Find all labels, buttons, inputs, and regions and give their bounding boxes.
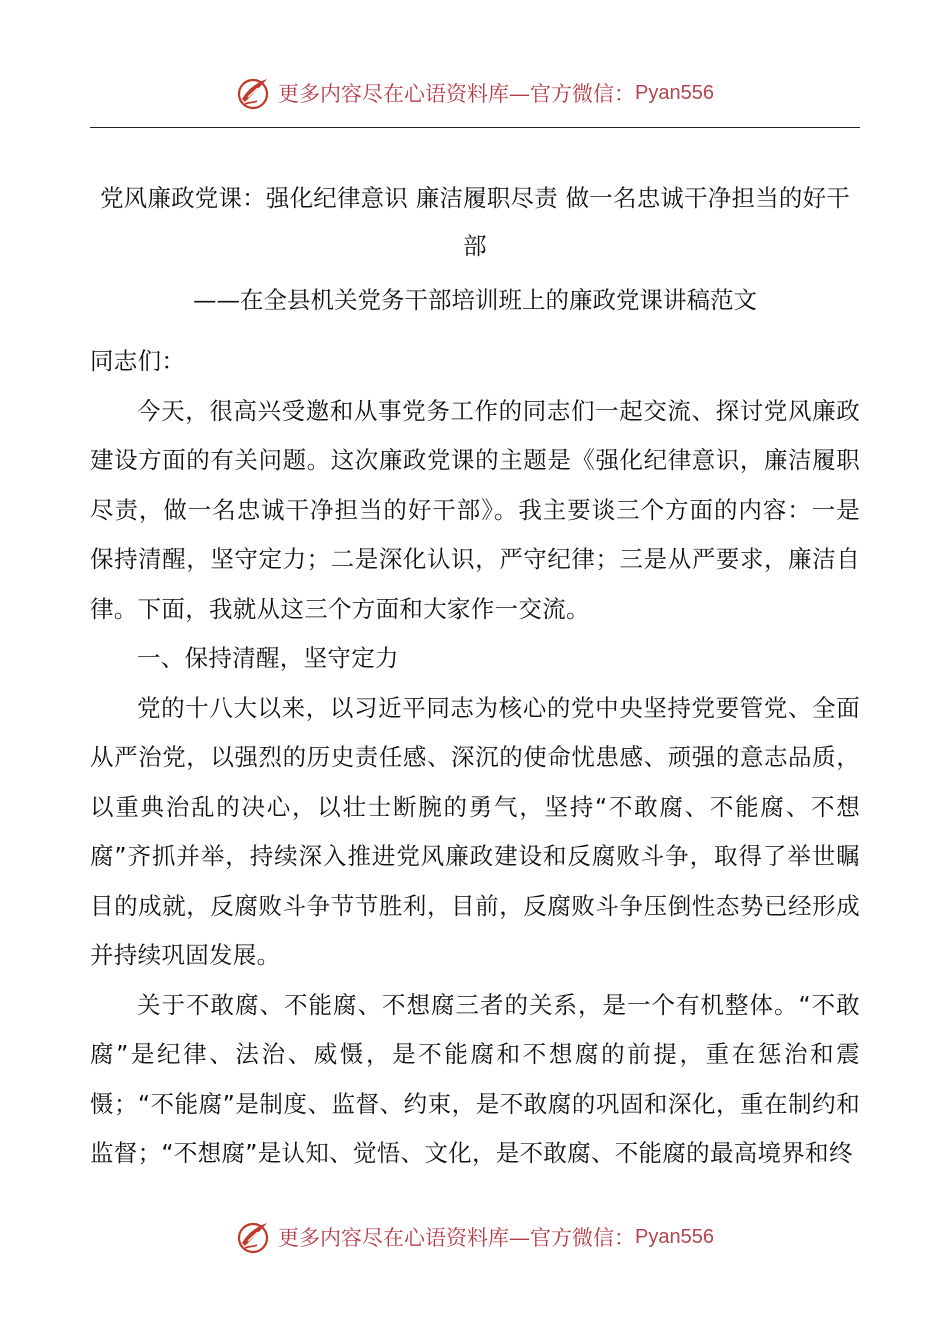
document-subtitle: ——在全县机关党务干部培训班上的廉政党课讲稿范文 (193, 286, 757, 314)
header-divider (90, 127, 860, 128)
header-banner-wechat: 官方微信： (530, 82, 636, 106)
footer-banner (0, 1217, 950, 1257)
footer-banner-wechat: 官方微信： (530, 1226, 636, 1250)
pen-logo-icon (236, 1219, 272, 1255)
pen-logo-icon (236, 75, 272, 111)
paragraph: 党的十八大以来，以习近平同志为核心的党中央坚持党要管党、全面从严治党，以强烈的历史责任感、深沉的使命忧患感、顽强的意志品质，以重典治乱的决心，以壮士断腕的勇气，坚持“不敢腐、不能腐、不想腐”齐抓并举，持续深入推进党风廉政建设和反腐败斗争，取得了举世瞩目的成就，反腐败斗争节节胜利，目前，反腐败斗争压倒性态势已经形成并持续巩固发展。 (90, 693, 860, 969)
section-heading: 一、保持清醒，坚守定力 (137, 644, 399, 672)
header-banner (0, 73, 950, 113)
paragraph: 关于不敢腐、不能腐、不想腐三者的关系，是一个有机整体。“不敢腐”是纪律、法治、威慑，是不能腐和不想腐的前提，重在惩治和震慑；“不能腐”是制度、监督、约束，是不敢腐的巩固和深化，重在制约和监督；“不想腐”是认知、觉悟、文化，是不敢腐、不能腐的最高境界和终 (90, 990, 860, 1167)
footer-banner-account: Pyan556 (635, 1225, 714, 1248)
header-banner-text: 更多内容尽在心语资料库— (278, 82, 531, 106)
paragraph: 今天，很高兴受邀和从事党务工作的同志们一起交流、探讨党风廉政建设方面的有关问题。这次廉政党课的主题是《强化纪律意识，廉洁履职尽责，做一名忠诚干净担当的好干部》。我主要谈三个方面的内容：一是保持清醒，坚守定力；二是深化认识，严守纪律；三是从严要求，廉洁自律。下面，我就从这三个方面和大家作一交流。 (90, 396, 860, 623)
header-banner-account: Pyan556 (635, 81, 714, 104)
greeting: 同志们： (90, 347, 186, 375)
document-title: 党风廉政党课：强化纪律意识 廉洁履职尽责 做一名忠诚干净担当的好干部 (99, 184, 851, 260)
footer-banner-text: 更多内容尽在心语资料库— (278, 1226, 531, 1250)
document-body (90, 337, 860, 1179)
